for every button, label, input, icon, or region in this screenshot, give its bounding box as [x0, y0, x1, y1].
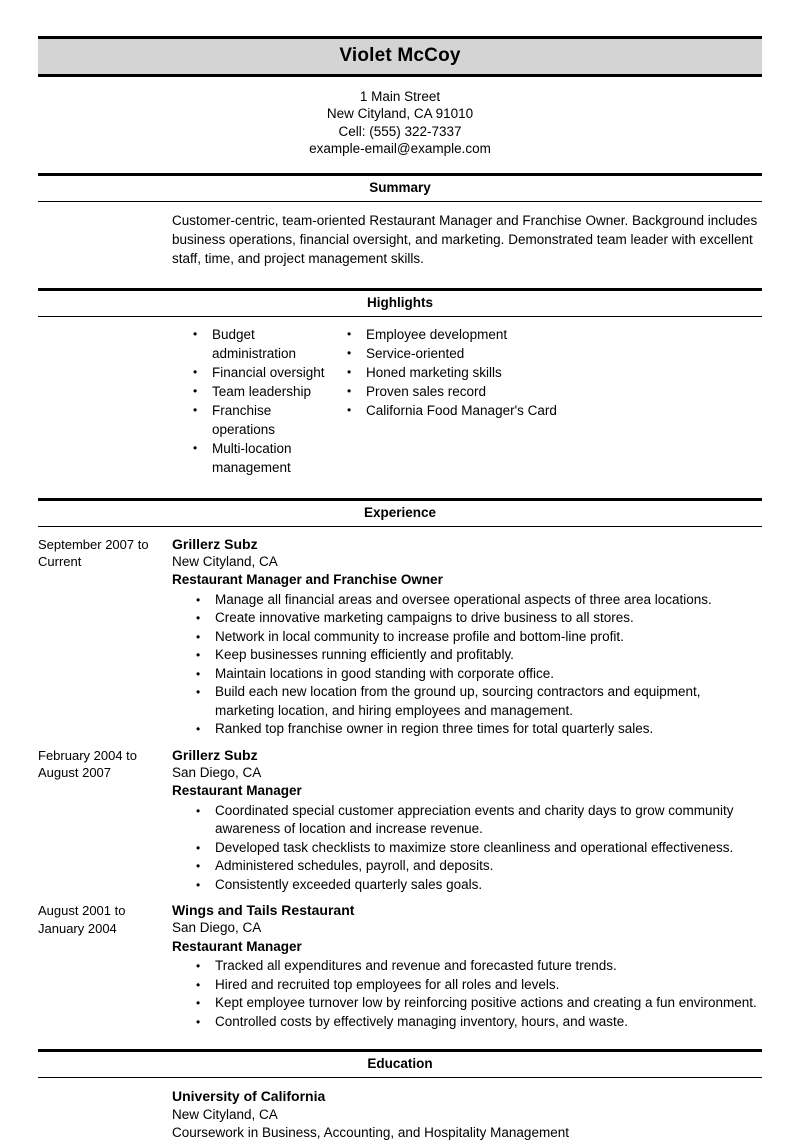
experience-bullet-list: [172, 590, 762, 739]
highlights-list-right: [347, 325, 762, 420]
section-heading-highlights: [38, 288, 762, 317]
experience-body: [38, 527, 762, 1039]
highlights-body: [38, 317, 762, 487]
experience-entry: [38, 901, 762, 1038]
experience-details: [172, 746, 762, 895]
list-item: • Multi-location management: [193, 439, 332, 477]
section-heading-experience: [38, 498, 762, 527]
contact-street: 1 Main Street: [359, 88, 441, 104]
contact-email: example-email@example.com: [309, 141, 491, 157]
list-item: • California Food Manager's Card: [347, 401, 762, 420]
experience-job-title: Restaurant Manager: [172, 938, 302, 954]
experience-dates: August 2001 to January 2004: [38, 903, 126, 936]
experience-dates: September 2007 to Current: [38, 536, 149, 570]
experience-dates: February 2004 to August 2007: [38, 747, 138, 781]
highlights-list-left: [193, 325, 332, 477]
highlights-column-left: [38, 325, 332, 477]
experience-location: New Cityland, CA: [172, 553, 278, 569]
list-item: • Create innovative marketing campaigns to drive business to all stores.: [196, 609, 762, 628]
section-heading-summary: [38, 173, 762, 202]
summary-body: [38, 202, 762, 277]
section-heading-education: [38, 1049, 762, 1078]
list-item: • Consistently exceeded quarterly sales goals.: [196, 876, 762, 895]
experience-bullet-list: [172, 956, 762, 1031]
list-item: • Team leadership: [193, 382, 332, 401]
experience-location: San Diego, CA: [172, 764, 262, 780]
list-item: • Kept employee turnover low by reinforcing positive actions and creating a fun environment.: [196, 994, 762, 1013]
experience-details: [172, 535, 762, 739]
experience-entry: [38, 746, 762, 902]
list-item: • Franchise operations: [193, 401, 332, 439]
list-item: • Maintain locations in good standing with corporate office.: [196, 665, 762, 684]
list-item: • Employee development: [347, 325, 762, 344]
list-item: • Coordinated special customer appreciation events and charity days to grow community awareness of location and increase revenue.: [196, 802, 762, 839]
list-item: • Honed marketing skills: [347, 363, 762, 382]
list-item: • Manage all financial areas and oversee operational aspects of three area locations.: [196, 591, 762, 610]
education-coursework: Coursework in Business, Accounting, and Hospitality Management: [172, 1125, 569, 1141]
experience-company: Grillerz Subz: [172, 746, 258, 763]
list-item: • Tracked all expenditures and revenue and forecasted future trends.: [196, 957, 762, 976]
experience-job-title: Restaurant Manager: [172, 783, 302, 799]
education-body: [38, 1078, 762, 1143]
experience-details: [172, 901, 762, 1031]
experience-company: Wings and Tails Restaurant: [172, 902, 355, 919]
list-item: • Budget administration: [193, 325, 332, 363]
list-item: • Developed task checklists to maximize store cleanliness and operational effectiveness.: [196, 839, 762, 858]
list-item: • Ranked top franchise owner in region three times for total quarterly sales.: [196, 720, 762, 739]
section-heading-education-label: Education: [367, 1056, 433, 1072]
list-item: • Administered schedules, payroll, and deposits.: [196, 857, 762, 876]
list-item: • Hired and recruited top employees for all roles and levels.: [196, 976, 762, 995]
list-item: • Proven sales record: [347, 382, 762, 401]
section-heading-highlights-label: Highlights: [367, 294, 433, 310]
experience-entry: [38, 535, 762, 746]
name-header-band: [38, 36, 762, 77]
experience-job-title: Restaurant Manager and Franchise Owner: [172, 572, 443, 588]
list-item: • Financial oversight: [193, 363, 332, 382]
summary-text: Customer-centric, team-oriented Restaurant Manager and Franchise Owner. Background includes business operations, financial oversight, and marketing. Demonstrated team leader with excellent staff, time, and project management skills.: [172, 212, 758, 266]
contact-city-state-zip: New Cityland, CA 91010: [326, 106, 474, 122]
contact-block: [38, 77, 762, 162]
education-location: New Cityland, CA: [172, 1106, 278, 1122]
list-item: • Build each new location from the ground up, sourcing contractors and equipment, marketing location, and hiring employees and management.: [196, 683, 762, 720]
education-school: University of California: [172, 1088, 326, 1105]
section-heading-experience-label: Experience: [363, 504, 437, 520]
experience-company: Grillerz Subz: [172, 535, 258, 552]
candidate-name: Violet McCoy: [339, 45, 461, 66]
contact-phone: Cell: (555) 322-7337: [338, 123, 462, 139]
list-item: • Controlled costs by effectively managing inventory, hours, and waste.: [196, 1013, 762, 1032]
experience-bullet-list: [172, 801, 762, 895]
highlights-column-right: [332, 325, 762, 477]
list-item: • Service-oriented: [347, 344, 762, 363]
list-item: • Keep businesses running efficiently and profitably.: [196, 646, 762, 665]
resume-sheet: [38, 36, 762, 1143]
section-heading-summary-label: Summary: [369, 179, 431, 195]
experience-location: San Diego, CA: [172, 920, 262, 936]
list-item: • Network in local community to increase profile and bottom-line profit.: [196, 628, 762, 647]
